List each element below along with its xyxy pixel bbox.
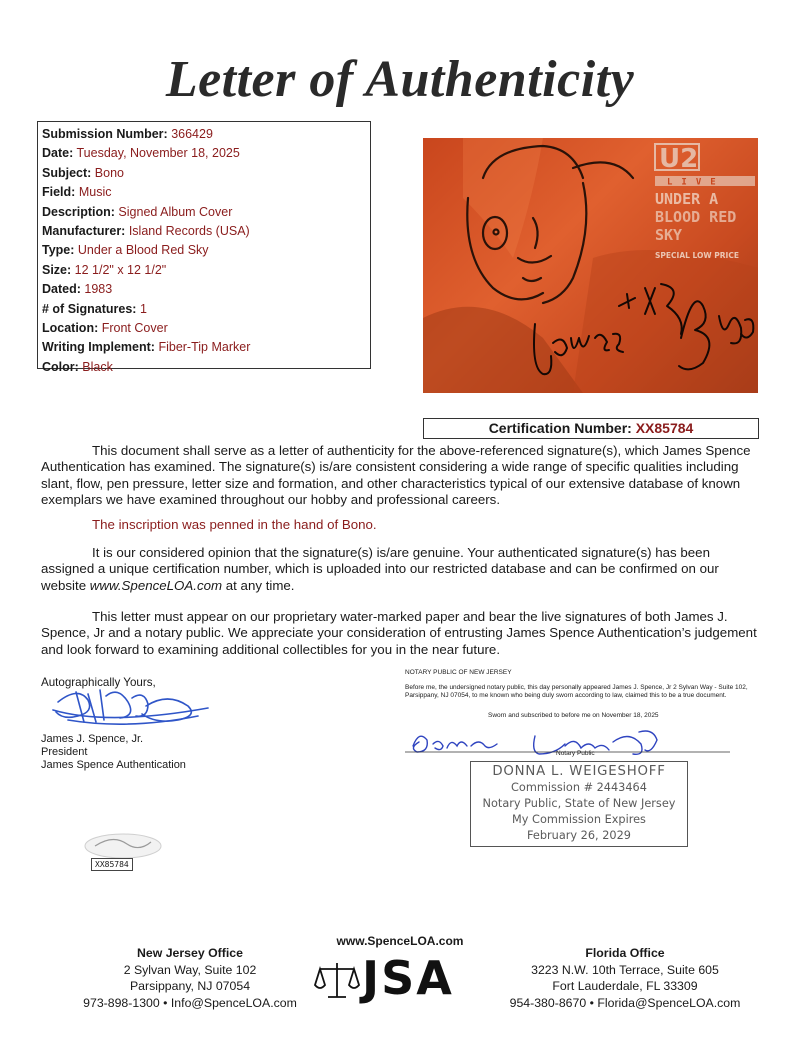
album-live-text: LIVE bbox=[667, 177, 725, 188]
detail-label: Field: bbox=[42, 185, 76, 200]
nj-office-email[interactable]: Info@SpenceLOA.com bbox=[170, 995, 297, 1010]
notary-statement: Before me, the undersigned notary public, this day personally appeared James J. Spence, Jr 2 Sylvan Way - Suite 102, Parsippany, NJ 07054, to me known who being duly sworn according to law, claimed this to be a true document. bbox=[405, 684, 748, 699]
sticker-number: XX85784 bbox=[91, 858, 133, 871]
notary-block bbox=[405, 669, 765, 719]
closing-text: Autographically Yours, bbox=[41, 676, 156, 689]
detail-value: Black bbox=[82, 359, 113, 374]
president-name: James J. Spence, Jr. bbox=[41, 733, 144, 745]
detail-label: Description: bbox=[42, 204, 115, 219]
fl-office-line-1: 3223 N.W. 10th Terrace, Suite 605 bbox=[531, 962, 719, 977]
detail-row bbox=[42, 338, 366, 357]
jsa-logo-text: JSA bbox=[362, 951, 454, 1005]
detail-label: Location: bbox=[42, 321, 99, 336]
nj-office-line-1: 2 Sylvan Way, Suite 102 bbox=[123, 962, 257, 977]
detail-value: Under a Blood Red Sky bbox=[77, 243, 209, 258]
detail-label: Manufacturer: bbox=[42, 224, 126, 239]
nj-office-line-2: Parsippany, NJ 07054 bbox=[129, 979, 251, 993]
details-box bbox=[37, 121, 371, 374]
nj-office-block bbox=[60, 945, 320, 1011]
detail-value: Front Cover bbox=[101, 321, 168, 336]
album-band-text: U2 bbox=[659, 144, 699, 174]
page-title: Letter of Authenticity bbox=[165, 51, 635, 108]
detail-label: Writing Implement: bbox=[42, 340, 155, 355]
detail-value: Bono bbox=[94, 165, 124, 180]
detail-label: Size: bbox=[42, 262, 72, 277]
detail-label: # of Signatures: bbox=[42, 301, 137, 316]
detail-row bbox=[42, 358, 366, 377]
bullet-icon: • bbox=[589, 995, 594, 1010]
detail-row bbox=[42, 280, 366, 299]
detail-label: Subject: bbox=[42, 165, 92, 180]
detail-row bbox=[42, 261, 366, 280]
website-link-inline[interactable]: www.SpenceLOA.com bbox=[89, 577, 223, 593]
president-role: President bbox=[41, 746, 88, 758]
president-signature bbox=[48, 682, 218, 732]
bullet-icon: • bbox=[163, 995, 168, 1010]
detail-label: Dated: bbox=[42, 282, 81, 297]
detail-value: Music bbox=[78, 185, 112, 200]
fl-office-phone: 954-380-8670 bbox=[509, 995, 587, 1010]
notary-label: Notary Public bbox=[556, 750, 595, 757]
fl-office-title: Florida Office bbox=[585, 946, 665, 960]
sticker-signature-mark bbox=[83, 828, 163, 858]
detail-row bbox=[42, 125, 366, 144]
authenticity-paragraph-3: This letter must appear on our proprietary water-marked paper and bear the live signatures of both James J. Spence, Jr and a notary public. We appreciate your consideration of entrusting James Spence Authentication’s judgement and look forward to examining additional collectibles for you in the near future. bbox=[41, 609, 757, 657]
detail-row bbox=[42, 203, 366, 222]
nj-office-title: New Jersey Office bbox=[137, 946, 243, 960]
stamp-expires-date: February 26, 2029 bbox=[527, 829, 631, 842]
stamp-title: Notary Public, State of New Jersey bbox=[482, 797, 676, 810]
stamp-notary-name: DONNA L. WEIGESHOFF bbox=[492, 764, 666, 779]
notary-heading: NOTARY PUBLIC OF NEW JERSEY bbox=[405, 669, 512, 676]
detail-value: Fiber-Tip Marker bbox=[158, 340, 251, 355]
scales-of-justice-icon bbox=[314, 959, 360, 1001]
detail-row bbox=[42, 164, 366, 183]
certification-number-box bbox=[423, 418, 759, 439]
nj-office-phone: 973-898-1300 bbox=[83, 995, 160, 1010]
fl-office-line-2: Fort Lauderdale, FL 33309 bbox=[552, 979, 698, 993]
footer-website[interactable]: www.SpenceLOA.com bbox=[336, 934, 464, 948]
detail-row bbox=[42, 144, 366, 163]
album-title-line-3: SKY bbox=[655, 226, 683, 244]
album-title-line-1: UNDER A bbox=[655, 190, 719, 208]
album-cover-art bbox=[423, 138, 758, 393]
detail-label: Date: bbox=[42, 146, 74, 161]
inscription-note: The inscription was penned in the hand of Bono. bbox=[92, 517, 377, 532]
detail-row bbox=[42, 183, 366, 202]
company-name: James Spence Authentication bbox=[41, 759, 186, 771]
authenticity-paragraph-2 bbox=[41, 545, 763, 594]
detail-label: Submission Number: bbox=[42, 127, 168, 141]
jsa-logo bbox=[314, 951, 489, 1007]
detail-label: Type: bbox=[42, 243, 75, 258]
hologram-sticker bbox=[83, 828, 163, 872]
detail-label: Color: bbox=[42, 359, 79, 374]
certification-number: XX85784 bbox=[635, 420, 694, 436]
detail-value: Tuesday, November 18, 2025 bbox=[76, 146, 240, 161]
paragraph-2-start: It is our considered opinion that the signature(s) is/are genuine. Your authenticated signature(s) has been assigned a unique certification number, which is uploaded into our restricted database and can be confirmed on our website bbox=[41, 545, 719, 593]
detail-value: 1983 bbox=[84, 282, 113, 297]
detail-value: 366429 bbox=[171, 127, 213, 141]
authenticity-paragraph-1: This document shall serve as a letter of authenticity for the above-referenced signature(s), which James Spence Authentication has examined. The signature(s) is/are consistent considering a wide range of specific qualities including slant, flow, pen pressure, letter size and formation, and other characteristics typical of our extensive database of known exemplars we have examined throughout our hobby and professional careers. bbox=[41, 443, 751, 507]
detail-row bbox=[42, 300, 366, 319]
detail-value: 1 bbox=[139, 301, 147, 316]
paragraph-2-end: at any time. bbox=[222, 577, 295, 593]
detail-row bbox=[42, 241, 366, 260]
fl-office-block bbox=[490, 945, 760, 1011]
notary-sworn-text: Sworn and subscribed to before me on November 18, 2025 bbox=[488, 712, 659, 719]
stamp-commission: Commission # 2443464 bbox=[511, 781, 647, 794]
album-cover-image bbox=[423, 138, 758, 393]
detail-value: 12 1/2" x 12 1/2" bbox=[74, 262, 167, 277]
detail-value: Island Records (USA) bbox=[128, 224, 250, 239]
stamp-expires-label: My Commission Expires bbox=[512, 813, 646, 826]
certification-label: Certification Number: bbox=[488, 420, 632, 436]
detail-row bbox=[42, 319, 366, 338]
detail-row bbox=[42, 222, 366, 241]
fl-office-email[interactable]: Florida@SpenceLOA.com bbox=[597, 995, 741, 1010]
album-title-line-2: BLOOD RED bbox=[655, 208, 737, 226]
album-price-text: SPECIAL LOW PRICE bbox=[655, 251, 739, 260]
detail-value: Signed Album Cover bbox=[118, 204, 233, 219]
notary-stamp bbox=[470, 761, 688, 847]
